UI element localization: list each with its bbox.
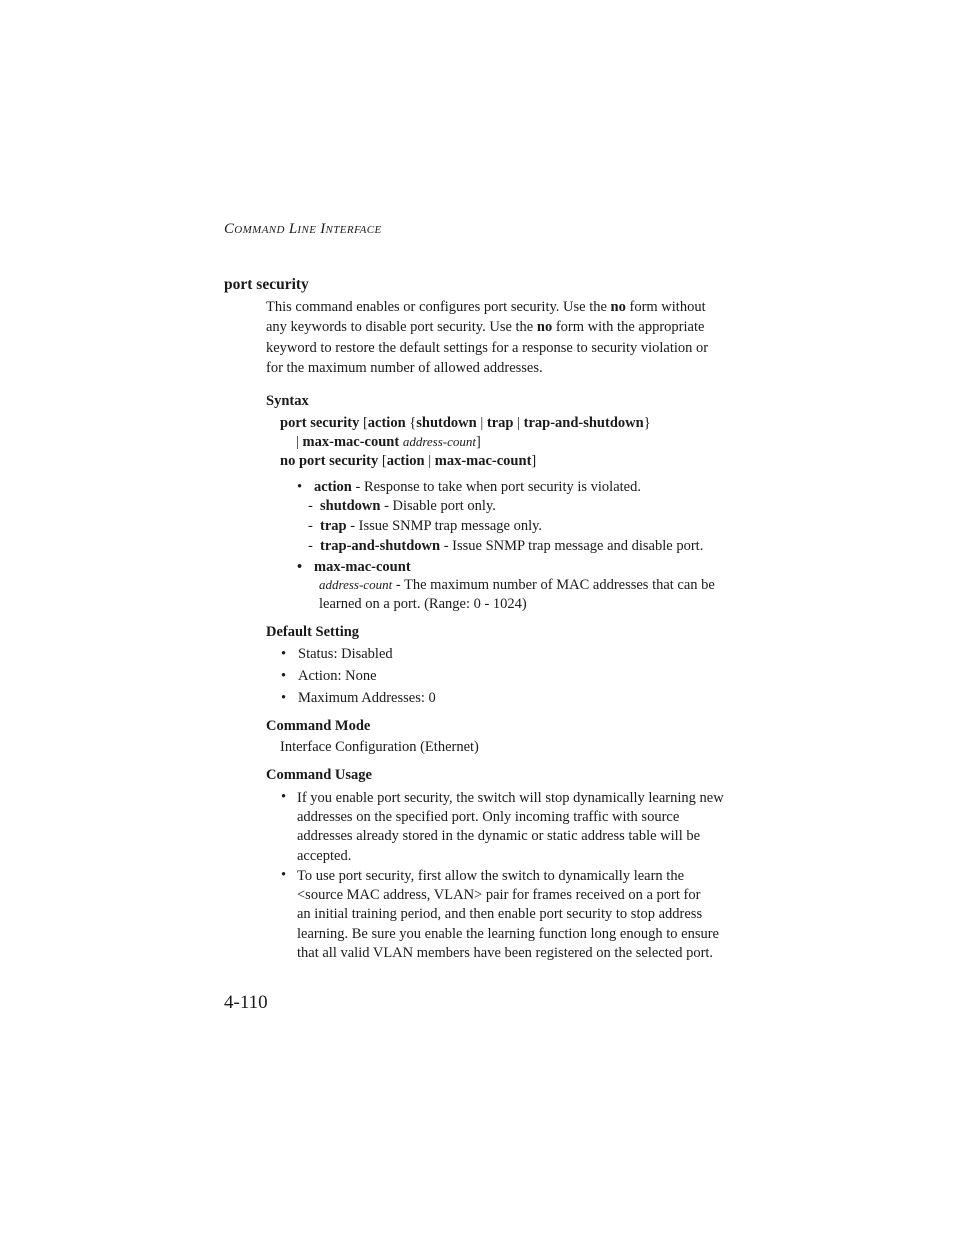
usage-bullet-1 xyxy=(297,789,747,866)
param-address-count-line-1: address-count - The maximum number of MAC addresses that can be xyxy=(319,577,715,593)
usage-bullet-2 xyxy=(297,867,747,963)
command-usage-heading: Command Usage xyxy=(266,767,372,783)
header-i: I xyxy=(320,221,326,237)
syntax-heading: Syntax xyxy=(266,393,309,409)
param-shutdown: - shutdown - Disable port only. xyxy=(308,498,496,514)
header-l: L xyxy=(288,221,298,237)
syntax-line-2: | max-mac-count address-count] xyxy=(296,434,481,450)
param-trap-and-shutdown: - trap-and-shutdown - Issue SNMP trap message and disable port. xyxy=(308,538,704,554)
param-action: • action - Response to take when port security is violated. xyxy=(297,479,641,495)
description xyxy=(266,297,736,378)
page-number: 4-110 xyxy=(224,992,268,1013)
header-c: C xyxy=(224,221,235,237)
usage-bullet-1-line: addresses already stored in the dynamic or static address table will be xyxy=(297,828,701,845)
running-header xyxy=(224,221,382,238)
description-line-2: any keywords to disable port security. Use the no form with the appropriate xyxy=(266,319,705,336)
usage-bullet-1-line: addresses on the specified port. Only incoming traffic with source xyxy=(297,809,680,826)
usage-bullet-2-mark: • xyxy=(281,867,287,883)
header-nterface: NTERFACE xyxy=(325,224,382,236)
command-title: port security xyxy=(224,276,309,293)
usage-bullet-1-line: If you enable port security, the switch will stop dynamically learning new xyxy=(297,790,724,806)
usage-bullet-1-mark: • xyxy=(281,789,287,805)
default-item-max-addresses: • Maximum Addresses: 0 xyxy=(281,690,436,706)
usage-bullet-2-line: To use port security, first allow the switch to dynamically learn the xyxy=(297,868,685,884)
syntax-line-3: no port security [action | max-mac-count] xyxy=(280,453,537,469)
param-max-mac-count: • max-mac-count xyxy=(297,559,411,575)
usage-bullet-2-line: <source MAC address, VLAN> pair for frames received on a port for xyxy=(297,887,701,904)
command-mode-text: Interface Configuration (Ethernet) xyxy=(280,739,479,755)
usage-bullet-1-line: accepted. xyxy=(297,847,352,864)
param-trap: - trap - Issue SNMP trap message only. xyxy=(308,518,543,534)
header-ine: INE xyxy=(297,224,317,236)
usage-bullet-2-line: an initial training period, and then enable port security to stop address xyxy=(297,906,703,923)
default-item-status: • Status: Disabled xyxy=(281,646,393,662)
description-line-3: keyword to restore the default settings for a response to security violation or xyxy=(266,339,709,356)
description-line-4: for the maximum number of allowed addresses. xyxy=(266,359,543,376)
header-ommand: OMMAND xyxy=(234,224,285,236)
default-setting-heading: Default Setting xyxy=(266,624,360,640)
usage-bullet-2-line: that all valid VLAN members have been registered on the selected port. xyxy=(297,944,714,961)
command-mode-heading: Command Mode xyxy=(266,718,371,734)
usage-bullet-2-line: learning. Be sure you enable the learning function long enough to ensure xyxy=(297,925,719,942)
syntax-line-1: port security [action {shutdown | trap | trap-and-shutdown} xyxy=(280,415,651,431)
param-address-count-line-2: learned on a port. (Range: 0 - 1024) xyxy=(319,596,527,612)
default-item-action: • Action: None xyxy=(281,668,377,684)
description-line-1: This command enables or configures port security. Use the no form without xyxy=(266,299,706,315)
